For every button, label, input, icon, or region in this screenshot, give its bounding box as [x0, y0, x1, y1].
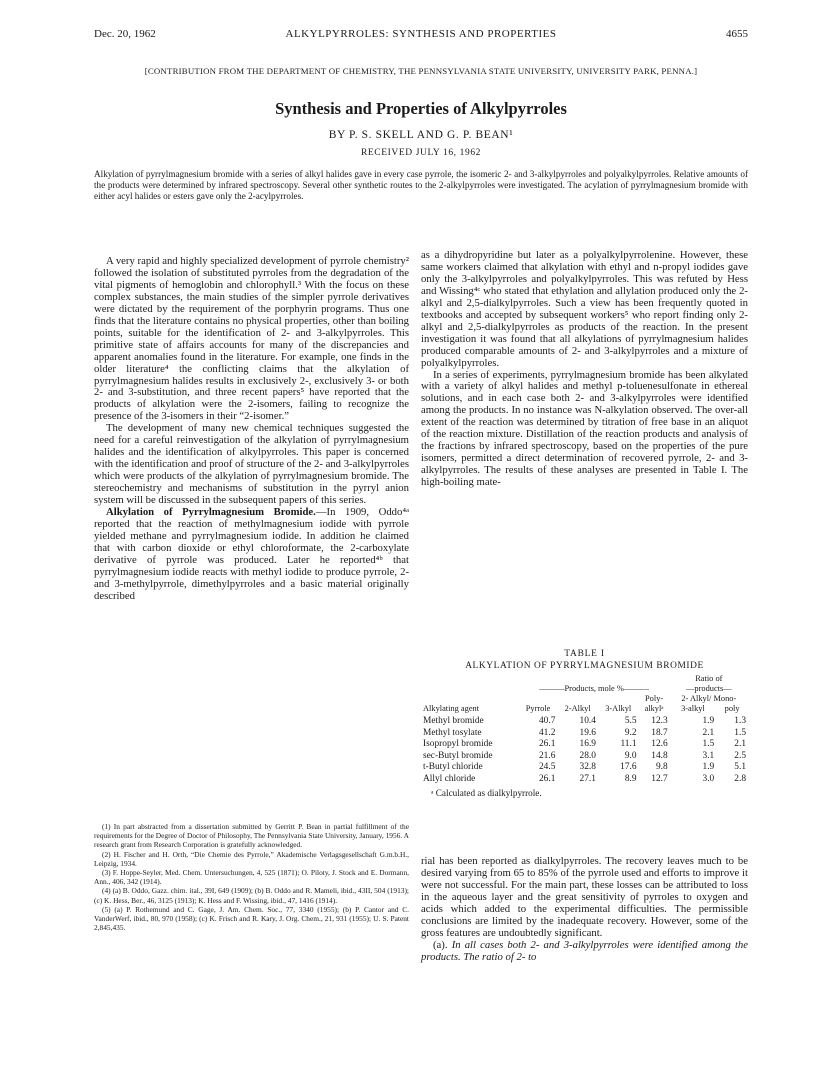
table-footnote: ᵃ Calculated as dialkylpyrrole. — [431, 787, 542, 798]
table-row: sec-Butyl bromide 21.6 28.0 9.0 14.8 3.1 2.5 — [423, 750, 746, 761]
running-title: ALKYLPYRROLES: SYNTHESIS AND PROPERTIES — [285, 28, 557, 40]
conclusion-label: (a). — [433, 938, 448, 951]
column-header: 2-Alkyl — [564, 704, 591, 713]
footnotes — [94, 822, 409, 932]
paragraph-alkylation-text: —In 1909, Oddo⁴ᵃ reported that the reaction of methylmagnesium iodide with pyrrole yielded methane and pyrrylmagnesium iodide. In addition he claimed that with carbon dioxide or ethyl chloroformate, the 2-carboxylate derivative of pyrrole was produced. Later he reported⁴ᵇ that pyrrylmagnesium iodide reacts with methyl iodide to produce pyrrole, 2- and 3-methylpyrrole, dimethylpyrroles and a basic material originally described — [94, 506, 410, 602]
table-row: Methyl bromide 40.7 10.4 5.5 12.3 1.9 1.3 — [423, 716, 746, 726]
column-header: 3-alkyl — [681, 704, 705, 713]
header-products-ratio: —products— — [686, 684, 732, 693]
paragraph-development: The development of many new chemical techniques suggested the need for a careful reinvestigation of the alkylation of pyrrylmagnesium halides and the identification of alkylpyrroles. This paper is concerned with the identification and proof of structure of the 2- and 3-alkylpyrroles which were products of the alkylation of pyrrylmagnesium bromide. The stereochemistry and mechanisms of substitution in the pyrryl anion system will be discussed in the subsequent papers of this series. — [94, 422, 409, 507]
author-byline: BY P. S. SKELL AND G. P. BEAN¹ — [328, 129, 514, 141]
footnote: (5) (a) P. Rothemund and C. Gage, J. Am. Chem. Soc., 77, 3340 (1955); (b) P. Cantor and C. VanderWerf, ibid., 80, 970 (1958); (c) K. Frisch and R. Kary, J. Org. Chem., 21, 931 (1955); U. S. Patent 2,845,435. — [94, 904, 409, 933]
issue-date: Dec. 20, 1962 — [94, 28, 156, 40]
footnote: (2) H. Fischer and H. Orth, “Die Chemie des Pyrrole,” Akademische Verlagsgesellschaft G.m.b.H., Leipzig, 1934. — [94, 849, 409, 868]
paragraph-recovery: rial has been reported as dialkylpyrroles. The recovery leaves much to be desired varying from 65 to 85% of the pyrrole used and efforts to improve it were not successful. For the main part, these losses can be attributed to loss in the aqueous layer and the great sensitivity of pyrroles to oxygen and acids which added to the experimental difficulties. The permissible conclusions are limited by the inadequate recovery. However, some of the gross features are undoubtedly significant. — [421, 855, 748, 939]
table-subcaption: ALKYLATION OF PYRRYLMAGNESIUM BROMIDE — [465, 661, 704, 671]
header-products-mole: ———Products, mole %——— — [539, 684, 649, 693]
column-header: poly — [724, 704, 740, 713]
abstract: Alkylation of pyrrylmagnesium bromide with a series of alkyl halides gave in every case pyrrole, the isomeric 2- and 3-alkylpyrroles and polyalkylpyrroles. Relative amounts of the products were determined by infrared spectroscopy. Several other synthetic routes to the 2-alkylpyrroles were investigated. The acylation of pyrrylmagnesium bromide with either acyl halides or esters gave only the 2-acylpyrroles. — [94, 169, 748, 201]
contribution-line: [CONTRIBUTION FROM THE DEPARTMENT OF CHEMISTRY, THE PENNSYLVANIA STATE UNIVERSITY, UNIVERSITY PARK, PENNA.] — [144, 66, 698, 76]
right-column-bottom — [421, 856, 748, 964]
header-ratio: Ratio of — [695, 674, 723, 683]
received-date: RECEIVED JULY 16, 1962 — [360, 148, 482, 158]
paragraph-conclusion-a — [421, 940, 748, 964]
column-header: Pyrrole — [525, 704, 551, 713]
table-row: Isopropyl bromide 26.1 16.9 11.1 12.6 1.5 2.1 — [423, 739, 746, 750]
table-row: Methyl tosylate 41.2 19.6 9.2 18.7 2.1 1.5 — [423, 727, 746, 738]
footnote: (4) (a) B. Oddo, Gazz. chim. ital., 39I, 649 (1909); (b) B. Oddo and R. Mameli, ibid., 43II, 504 (1913); (c) K. Hess, Ber., 46, 3125 (1913); K. Hess and F. Wissing, ibid., 47, 1416 (1914). — [94, 886, 409, 905]
header-poly: Poly- — [645, 694, 664, 703]
data-table — [421, 674, 748, 786]
paragraph-continued: as a dihydropyridine but later as a polyalkylpyrrolenine. However, these same workers claimed that alkylation with ethyl and n-propyl iodides gave only the 3-alkylpyrroles and polyalkylpyrroles. This was refuted by Hess and Wissing⁴ᶜ who stated that ethylation and allylation produced only the 2-alkyl and 2,5-dialkylpyrroles. Such a view has been frequently quoted in textbooks and accepted by subsequent workers⁵ who report finding only 2-alkyl and 2,5-dialkylpyrroles as products of the reaction. In the present investigation it was found that all alkylations of pyrrylmagnesium halides produced comparable amounts of 2- and 3-alkylpyrroles and a mixture of polyalkylpyrroles. — [421, 249, 748, 369]
column-header: alkylᵃ — [644, 704, 664, 713]
column-header: Alkylating agent — [423, 704, 480, 713]
header-alkyl-mono: 2- Alkyl/ Mono- — [681, 694, 737, 703]
table-row: Allyl chloride 26.1 27.1 8.9 12.7 3.0 2.8 — [423, 773, 746, 784]
left-column — [94, 256, 409, 603]
column-header: 3-Alkyl — [605, 704, 632, 713]
article-title: Synthesis and Properties of Alkylpyrroles — [275, 99, 567, 118]
footnote: (1) In part abstracted from a dissertation submitted by Gerritt P. Bean in partial fulfillment of the requirements for the Degree of Doctor of Philosophy, The Pennsylvania State University, January, 1956. A research grant from Research Corporation is gratefully acknowledged. — [94, 822, 409, 850]
table-caption: TABLE I — [564, 649, 605, 659]
paragraph-experiments: In a series of experiments, pyrrylmagnesium bromide has been alkylated with a variety of alkyl halides and methyl p-toluenesulfonate in ethereal solutions, and in each case both 2- and 3-alkylpyrroles were identified among the products. In no instance was N-alkylation observed. The over-all extent of the reaction was determined by titration of free base in an aliquot of the reaction mixture. Distillation of the reaction products and analysis of the fractions by infrared spectroscopy, based on the properties of the pure isomers, permitted a direct determination of recovered pyrrole, 2- and 3-alkylpyrroles. The results of these analyses are presented in Table I. The high-boiling mate- — [421, 368, 748, 489]
footnote: (3) F. Hoppe-Seyler, Med. Chem. Untersuchungen, 4, 525 (1871); O. Piloty, J. Stock and E. Dormann, Ann., 406, 342 (1914). — [94, 868, 409, 887]
paragraph-alkylation — [94, 507, 409, 603]
conclusion-text: In all cases both 2- and 3-alkylpyrroles were identified among the products. The ratio of 2- to — [421, 938, 749, 963]
paragraph-intro: A very rapid and highly specialized development of pyrrole chemistry² followed the isolation of substituted pyrroles from the degradation of the vital pigments of hemoglobin and chlorophyll.³ With the focus on these complex substances, the main studies of the simpler pyrrole derivatives were dictated by the requirement of the porphyrin programs. Thus one finds that the literature contains no physical properties, other than boiling points, suitable for the identification of 2- and 3-alkylpyrroles. This primitive state of affairs accounts for many of the discrepancies and apparent anomalies found in the literature. For example, one finds in the older literature⁴ the conflicting claims that the alkylation of pyrrylmagnesium halides results in exclusively 2-, exclusively 3- or both 2- and 3-substitution, and three recent papers⁵ have reported that the products of alkylation were the 2-isomers, failing to recognize the presence of the 3-isomers in their “2-isomer.” — [94, 255, 409, 423]
table-row: t-Butyl chloride 24.5 32.8 17.6 9.8 1.9 5.1 — [423, 762, 746, 773]
page-number: 4655 — [726, 28, 748, 40]
running-header — [94, 28, 748, 44]
section-heading: Alkylation of Pyrrylmagnesium Bromide. — [106, 506, 316, 519]
right-column-top — [421, 250, 748, 489]
table-alkylation — [421, 648, 748, 799]
